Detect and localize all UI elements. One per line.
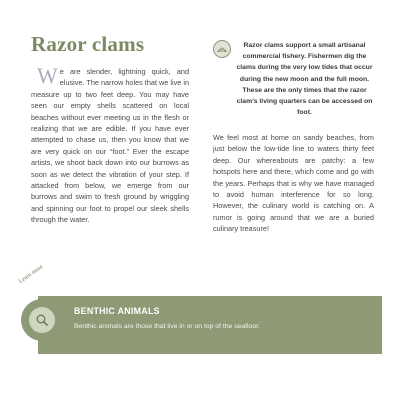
glossary-text: Benthic animals are those that live in or on top of the seafloor. xyxy=(74,323,260,330)
glossary-title: BENTHIC ANIMALS xyxy=(74,306,160,316)
left-column xyxy=(31,63,190,226)
magnifier-icon xyxy=(29,307,55,333)
sidenote xyxy=(213,40,374,126)
right-column xyxy=(213,132,374,235)
page-title: Razor clams xyxy=(31,32,145,56)
intro-text: e are slender, lightning quick, and elusive. The narrow holes that we live in measure up to two feet deep. You may have seen our empty shells scattered on local beaches without ever meeting us in the flesh or realizing that we are edible. If you have ever attempted to chase us, then you know that we are very quick on our “foot.” Ever the escape artists, we shoot back down into our burrows as soon as we detect the vibration of your step. If attacked from below, we emerge from our burrows and swim to fresh ground by wriggling and spinning our foot to propel our sleek shells through the water. xyxy=(31,67,190,225)
glossary-badge xyxy=(21,299,63,341)
intro-paragraph xyxy=(31,63,190,226)
glossary-bar xyxy=(38,296,382,354)
habitat-paragraph: We feel most at home on sandy beaches, from just below the low-tide line to waters thirty feet deep. Our whereabouts are patchy: a few hotspots here and there, which come and go with the years. Perhaps that is why we have managed to avoid human interference for so long. However, the culinary world is catching on. A rumor is going around that we are a buried culinary treasure! xyxy=(213,133,374,234)
glossary-panel xyxy=(18,264,382,354)
sidenote-text: Razor clams support a small artisanal commercial fishery. Fishermen dig the clams during the very low tides that occur during the new moon and the full moon. These are the only times that the razor clam’s living quarters can be accessed on foot. xyxy=(236,42,373,117)
glossary-badge-label: Learn more xyxy=(18,264,45,285)
drop-cap: W xyxy=(37,63,58,88)
clam-icon xyxy=(213,40,231,58)
